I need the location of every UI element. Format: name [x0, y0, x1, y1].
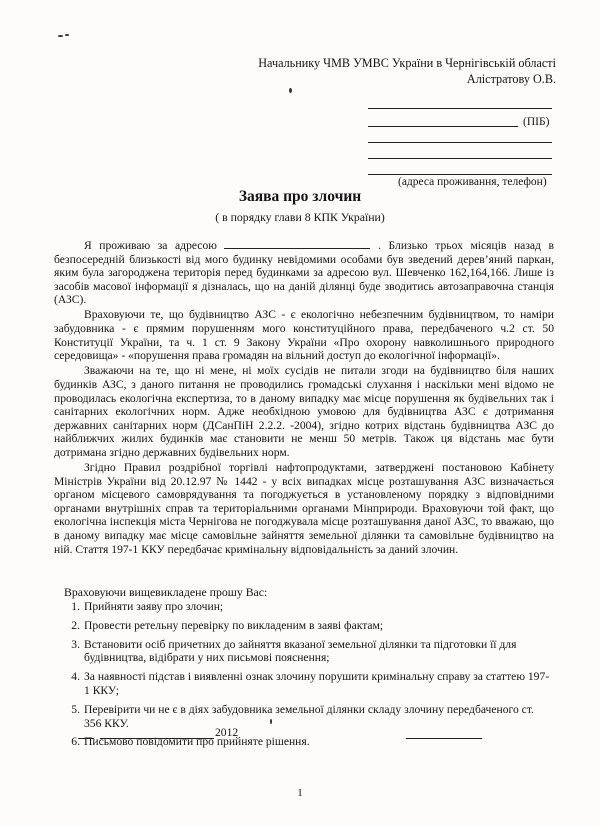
date-month-line: [100, 738, 214, 739]
requests-intro: Враховуючи вищевикладене прошу Вас:: [64, 585, 268, 599]
request-item: 2. Провести ретельну перевірку по викладеним в заяві фактам;: [71, 618, 384, 632]
date-year: 2012: [215, 726, 239, 739]
applicant-name-line-2: [368, 126, 518, 127]
request-item: 1. Прийняти заяву про злочин;: [71, 600, 224, 613]
address-line-2: [368, 158, 552, 159]
address-line-3: [368, 174, 552, 175]
request-item: 5. Перевірити чи не є в діях забудовника земельної ділянки складу злочину передбаченого ст. 356 ККУ.: [71, 702, 534, 730]
paragraph-2: Враховуючи те, що будівництво АЗС - є екологічно небезпечним будівництвом, то наміри забудовника - є прямим порушенням мого конституційного права, передбаченого ч.2 ст. 50 Конституції України, та ч. 1 ст. 9 Закону України «Про охорону навколишнього природного середовища» - «порушення права громадян на вільний доступ до екологічної інформації».: [54, 308, 554, 363]
address-hint: (адреса проживання, телефон): [398, 176, 547, 188]
address-blank: [224, 238, 370, 249]
recipient-line-2: Алістратову О.В.: [466, 72, 556, 86]
document-title: Заява про злочин: [238, 188, 362, 205]
date-day-line: [78, 738, 94, 739]
scan-speck: [270, 719, 272, 724]
address-line-1: [368, 142, 552, 143]
recipient-line-1: Начальнику ЧМВ УМВС України в Чернігівській області: [258, 56, 556, 70]
pib-hint: (ПІБ): [523, 116, 550, 128]
paragraph-3: Зважаючи на те, що ні мене, ні моїх сусідів не питали згоди на будівництво біля наших будинків АЗС, з даного питання не проводились громадські слухання і наскільки мені відомо не проводилась екологічна експертиза, то в даному випадку має місце порушення як будівельних так і санітарних екологічних норм. Адже необхідною умовою для будівництва АЗС є дотримання державних санітарних норм (ДСанПіН 2.2.2. -2004), згідно котрих відстань будівництва АЗС до найближчих жилих будинків має становити не менш 50 метрів. Також ця відстань має бути дотримана згідно державних будівельних норм.: [54, 364, 554, 459]
applicant-name-line-1: [368, 108, 552, 109]
request-item: 4. За наявності підстав і виявленні ознак злочину порушити кримінальну справу за статтею 197-1 ККУ;: [71, 670, 550, 697]
scan-speck: [289, 88, 292, 93]
request-item: 6. Письмово повідомити про прийняте рішення.: [71, 735, 310, 749]
document-body: [54, 238, 554, 558]
scan-mark: [58, 34, 72, 38]
page-number: 1: [297, 787, 303, 799]
paragraph-4: Згідно Правил роздрібної торгівлі нафтопродуктами, затверджені постановою Кабінету Міністрів України від 20.12.97 № 1442 - у всіх випадках місце розташування АЗС визначається органом місцевого самоврядування та погоджується в установленому порядку з відповідними органами внутрішніх справ та територіальними органами Мінприроди. Враховуючи той факт, що екологічна інспекція міста Чернігова не погоджувала місце розташування даної АЗС, то вважаю, що в даному випадку має місце самовільне зайняття земельної ділянки та самовільне будівництво на ній. Стаття 197-1 ККУ передбачає кримінальну відповідальність за даний злочин.: [54, 461, 554, 556]
document-subtitle: ( в порядку глави 8 КПК України): [215, 210, 385, 224]
requests-list: [58, 600, 552, 754]
paragraph-1: Я проживаю за адресою . Близько трьох місяців назад в безпосередній близькості від мого будинку невідомими особами був зведений дерев’яний паркан, яким була загороджена територія перед будинками за адресою вул. Шевченко 162,164,166. Лише із засобів масової інформації я дізналась, що на даній ділянці буде зводитись автозаправочна станція (АЗС).: [54, 239, 554, 307]
signature-line: [406, 738, 482, 739]
request-item: 3. Встановити осіб причетних до зайняття вказаної земельної ділянки та підготовки її для будівництва, відібрати у них письмові пояснення;: [71, 637, 517, 665]
